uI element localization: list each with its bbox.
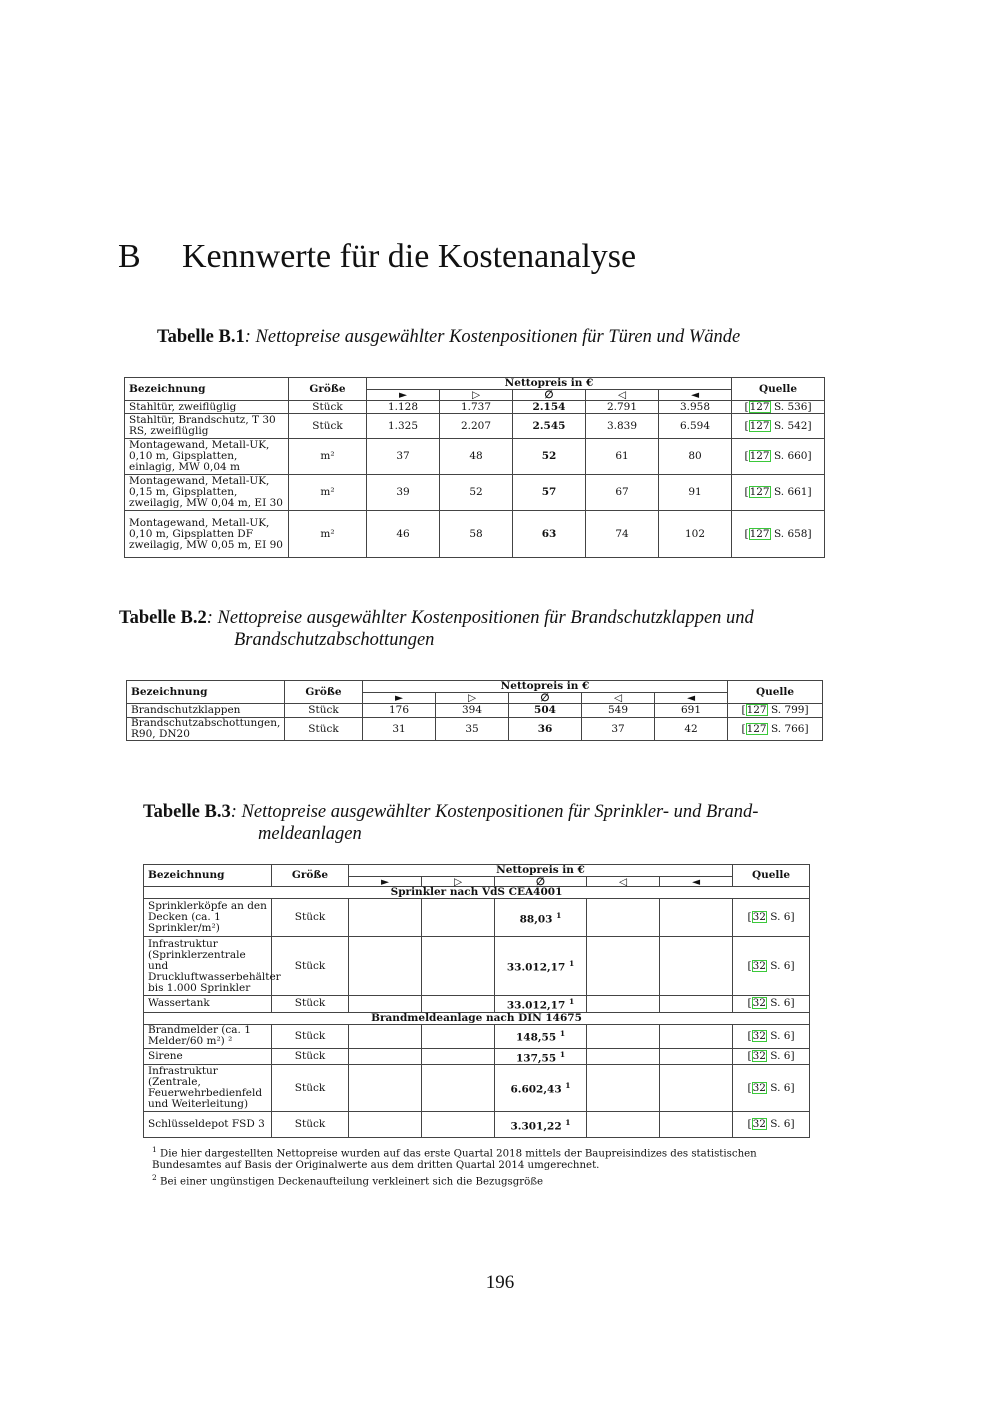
row-label: Infrastruktur (Zentrale, Feuerwehrbedienfeld und Weiterleitung) [144,1065,272,1112]
citation-page: S. 658] [770,527,812,540]
value-cell: 37 [582,718,655,741]
mark-min: ► [349,877,422,887]
value-text: 33.012,17 [506,961,566,974]
value-cell [660,1065,733,1112]
citation-link[interactable]: 32 [752,1081,766,1094]
table-row [125,401,825,414]
value-cell: 102 [659,511,732,558]
value-cell [587,1048,660,1065]
value-cell [587,1065,660,1112]
citation-link[interactable]: 32 [752,997,766,1010]
value-cell: 691 [655,704,728,718]
row-unit: Stück [272,899,349,937]
value-cell [587,937,660,996]
row-label: Sprinklerköpfe an den Decken (ca. 1 Sprinkler/m²) [144,899,272,937]
value-cell: 3.839 [586,414,659,439]
source-cell: [32 S. 6] [733,1065,810,1112]
value-average [495,899,587,937]
footnote-2-text: Bei einer ungünstigen Deckenaufteilung verkleinert sich die Bezugsgröße [160,1176,544,1188]
header-nettopreis: Nettopreis in € [363,681,728,693]
mark-avg: ∅ [495,877,587,887]
footnote-ref: 1 [565,1081,571,1091]
row-unit: Stück [285,704,363,718]
table-b1-caption [157,326,740,348]
table-b2-body [127,704,823,741]
citation-link[interactable]: 32 [752,959,766,972]
value-cell: 31 [363,718,436,741]
citation-page: S. 536] [770,400,812,413]
value-cell [422,1048,495,1065]
header-quelle: Quelle [732,378,825,401]
value-cell [422,1065,495,1112]
row-label: Montagewand, Metall-UK, 0,10 m, Gipsplatten DF zweilagig, MW 0,05 m, EI 90 [125,511,289,558]
row-unit: m² [289,511,367,558]
chapter-title: Kennwerte für die Kostenanalyse [182,238,637,275]
footnote-2 [152,1172,812,1188]
footnote-ref: 1 [556,910,562,920]
header-quelle: Quelle [733,865,810,887]
row-label: Brandschutzabschottungen, R90, DN20 [127,718,285,741]
value-text: 148,55 [515,1031,557,1044]
value-cell [349,937,422,996]
source-cell: [127 S. 799] [728,704,823,718]
row-unit: Stück [289,401,367,414]
row-label: Wassertank [144,996,272,1013]
source-cell: [32 S. 6] [733,1112,810,1138]
value-text: 88,03 [519,913,553,926]
citation-page: S. 660] [770,450,812,462]
table-b2 [126,680,823,741]
value-cell [349,1024,422,1048]
value-cell: 2.791 [586,401,659,414]
value-cell: 74 [586,511,659,558]
citation-link[interactable]: 32 [752,1029,766,1042]
header-bezeichnung: Bezeichnung [125,378,289,401]
header-bezeichnung: Bezeichnung [127,681,285,704]
citation-link[interactable]: 127 [746,704,767,716]
citation-page: S. 799] [767,704,809,716]
row-label: Stahltür, zweiflüglig [125,401,289,414]
citation-link[interactable]: 127 [749,400,770,413]
value-cell: 1.128 [367,401,440,414]
value-average: 57 [513,475,586,511]
row-unit: m² [289,439,367,475]
citation-link[interactable]: 127 [749,527,770,540]
table-row [144,1024,810,1048]
row-unit: Stück [289,414,367,439]
source-cell: [127 S. 536] [732,401,825,414]
table-b3-caption-text: : Nettopreise ausgewählter Kostenpositionen für Sprinkler- und Brand- [230,802,759,822]
value-average [495,1024,587,1048]
table-b3-caption-cont: meldeanlagen [258,824,362,844]
table-b2-caption [119,607,839,651]
value-cell: 39 [367,475,440,511]
table-row [144,1065,810,1112]
footnote-ref: 1 [559,1049,566,1059]
value-cell [349,1048,422,1065]
row-label: Sirene [144,1048,272,1065]
value-cell [660,996,733,1013]
header-quelle: Quelle [728,681,823,704]
value-cell [660,899,733,937]
value-cell [587,1024,660,1048]
citation-page: S. 766] [767,722,809,735]
mark-high: ◁ [586,390,659,401]
source-cell: [32 S. 6] [733,1024,810,1048]
mark-high: ◁ [587,877,660,887]
table-b1-label: Tabelle B.1 [157,327,245,347]
footnote-1 [152,1144,812,1172]
mark-max: ◄ [655,693,728,704]
value-cell [349,1065,422,1112]
value-text: 33.012,17 [506,999,566,1012]
table-row [125,511,825,558]
value-cell [349,996,422,1013]
citation-page: S. 6] [766,1118,795,1130]
value-cell: 2.207 [440,414,513,439]
citation-link[interactable]: 32 [752,1049,766,1062]
source-cell: [127 S. 766] [728,718,823,741]
footnote-2-mark: 2 [152,1173,157,1183]
value-average [495,1048,587,1065]
value-average: 63 [513,511,586,558]
value-text: 3.301,22 [510,1120,562,1133]
table-row [125,475,825,511]
source-cell: [127 S. 660] [732,439,825,475]
citation-page: S. 6] [766,959,795,972]
value-cell: 35 [436,718,509,741]
value-cell: 37 [367,439,440,475]
value-cell: 58 [440,511,513,558]
group-row [144,1012,810,1024]
value-cell [349,899,422,937]
mark-high: ◁ [582,693,655,704]
value-cell: 1.325 [367,414,440,439]
table-b3-label: Tabelle B.3 [143,802,231,822]
value-cell [422,937,495,996]
chapter-letter: B [118,238,141,275]
row-label: Brandmelder (ca. 1 Melder/60 m²) ² [144,1024,272,1048]
mark-low: ▷ [422,877,495,887]
value-cell: 52 [440,475,513,511]
citation-link[interactable]: 32 [752,911,766,923]
value-average: 2.545 [513,414,586,439]
value-cell [660,1112,733,1138]
table-b3 [143,864,810,1138]
value-cell: 67 [586,475,659,511]
group-heading: Sprinkler nach VdS CEA4001 [144,887,810,899]
value-cell: 48 [440,439,513,475]
table-b1-body [125,401,825,558]
value-cell [660,937,733,996]
mark-max: ◄ [660,877,733,887]
value-cell [660,1024,733,1048]
source-cell: [127 S. 661] [732,475,825,511]
value-average [495,937,587,996]
header-bezeichnung: Bezeichnung [144,865,272,887]
source-cell: [127 S. 542] [732,414,825,439]
value-cell [422,899,495,937]
row-label: Stahltür, Brandschutz, T 30 RS, zweiflüglig [125,414,289,439]
citation-page: S. 6] [766,1049,795,1062]
value-cell: 80 [659,439,732,475]
value-average [495,1112,587,1138]
mark-max: ◄ [659,390,732,401]
source-cell: [32 S. 6] [733,899,810,937]
citation-page: S. 6] [766,997,795,1010]
source-cell: [32 S. 6] [733,1048,810,1065]
group-heading: Brandmeldeanlage nach DIN 14675 [144,1012,810,1024]
value-cell: 176 [363,704,436,718]
source-cell: [127 S. 658] [732,511,825,558]
value-cell: 42 [655,718,728,741]
citation-link[interactable]: 127 [749,419,770,432]
row-label: Schlüsseldepot FSD 3 [144,1112,272,1138]
value-average: 504 [509,704,582,718]
citation-page: S. 542] [770,419,812,432]
row-label: Brandschutzklappen [127,704,285,718]
table-row [125,439,825,475]
row-label: Montagewand, Metall-UK, 0,15 m, Gipsplatten, zweilagig, MW 0,04 m, EI 30 [125,475,289,511]
footnote-1-text: Die hier dargestellten Nettopreise wurden auf das erste Quartal 2018 mittels der Baupreisindizes des statistischen Bundesamtes auf Basis der Originalwerte aus dem dritten Quartal 2014 umgerechnet. [152,1148,757,1172]
row-unit: Stück [272,937,349,996]
table-b1-caption-text: : Nettopreise ausgewählter Kostenpositionen für Türen und Wände [244,327,741,347]
page-number: 196 [485,1272,515,1293]
mark-avg: ∅ [513,390,586,401]
citation-page: S. 6] [766,1029,795,1042]
value-text: 137,55 [515,1052,557,1064]
table-row [144,1048,810,1065]
value-cell [660,1048,733,1065]
mark-min: ► [363,693,436,704]
footnote-ref: 1 [568,997,575,1006]
table-b2-caption-text: : Nettopreise ausgewählter Kostenpositionen für Brandschutzklappen und [206,608,754,628]
value-cell [422,1112,495,1138]
value-cell: 46 [367,511,440,558]
value-cell: 3.958 [659,401,732,414]
footnotes [152,1144,812,1189]
value-cell: 549 [582,704,655,718]
value-cell [587,996,660,1013]
value-cell [587,899,660,937]
value-cell [349,1112,422,1138]
citation-link[interactable]: 127 [746,722,767,735]
value-cell: 394 [436,704,509,718]
table-b3-body [144,887,810,1138]
citation-page: S. 6] [766,1081,795,1094]
value-average: 2.154 [513,401,586,414]
table-row [127,704,823,718]
value-cell: 1.737 [440,401,513,414]
citation-link[interactable]: 127 [749,450,770,462]
row-label: Infrastruktur (Sprinklerzentrale und Druckluftwasserbehälter bis 1.000 Sprinkler [144,937,272,996]
value-average [495,1065,587,1112]
row-unit: Stück [272,1112,349,1138]
citation-page: S. 661] [770,486,812,498]
header-groesse: Größe [289,378,367,401]
value-text: 6.602,43 [510,1083,562,1096]
value-cell: 61 [586,439,659,475]
row-label: Montagewand, Metall-UK, 0,10 m, Gipsplatten, einlagig, MW 0,04 m [125,439,289,475]
footnote-1-mark: 1 [152,1145,157,1154]
group-row [144,887,810,899]
table-b1 [124,377,825,558]
row-unit: Stück [272,1048,349,1065]
footnote-ref: 1 [568,959,575,969]
table-row [125,414,825,439]
value-cell [422,996,495,1013]
table-row [144,996,810,1013]
table-row [144,899,810,937]
table-row [144,1112,810,1138]
value-cell: 91 [659,475,732,511]
table-row [127,718,823,741]
chapter-heading [118,238,636,276]
table-b2-caption-cont: Brandschutzabschottungen [234,630,435,650]
header-nettopreis: Nettopreis in € [367,378,732,390]
row-unit: Stück [285,718,363,741]
row-unit: Stück [272,996,349,1013]
value-cell: 6.594 [659,414,732,439]
table-b3-caption [143,801,823,845]
footnote-ref: 1 [565,1117,571,1127]
row-unit: Stück [272,1065,349,1112]
source-cell: [32 S. 6] [733,937,810,996]
row-unit: m² [289,475,367,511]
table-b2-label: Tabelle B.2 [119,608,207,628]
mark-low: ▷ [440,390,513,401]
header-groesse: Größe [285,681,363,704]
header-groesse: Größe [272,865,349,887]
citation-link[interactable]: 127 [749,486,770,498]
mark-low: ▷ [436,693,509,704]
citation-link[interactable]: 32 [752,1118,766,1130]
header-nettopreis: Nettopreis in € [349,865,733,877]
value-average: 52 [513,439,586,475]
footnote-ref: 1 [559,1029,566,1039]
mark-min: ► [367,390,440,401]
value-cell [422,1024,495,1048]
mark-avg: ∅ [509,693,582,704]
value-average [495,996,587,1013]
row-unit: Stück [272,1024,349,1048]
table-row [144,937,810,996]
value-average: 36 [509,718,582,741]
source-cell: [32 S. 6] [733,996,810,1013]
value-cell [587,1112,660,1138]
citation-page: S. 6] [766,911,795,923]
